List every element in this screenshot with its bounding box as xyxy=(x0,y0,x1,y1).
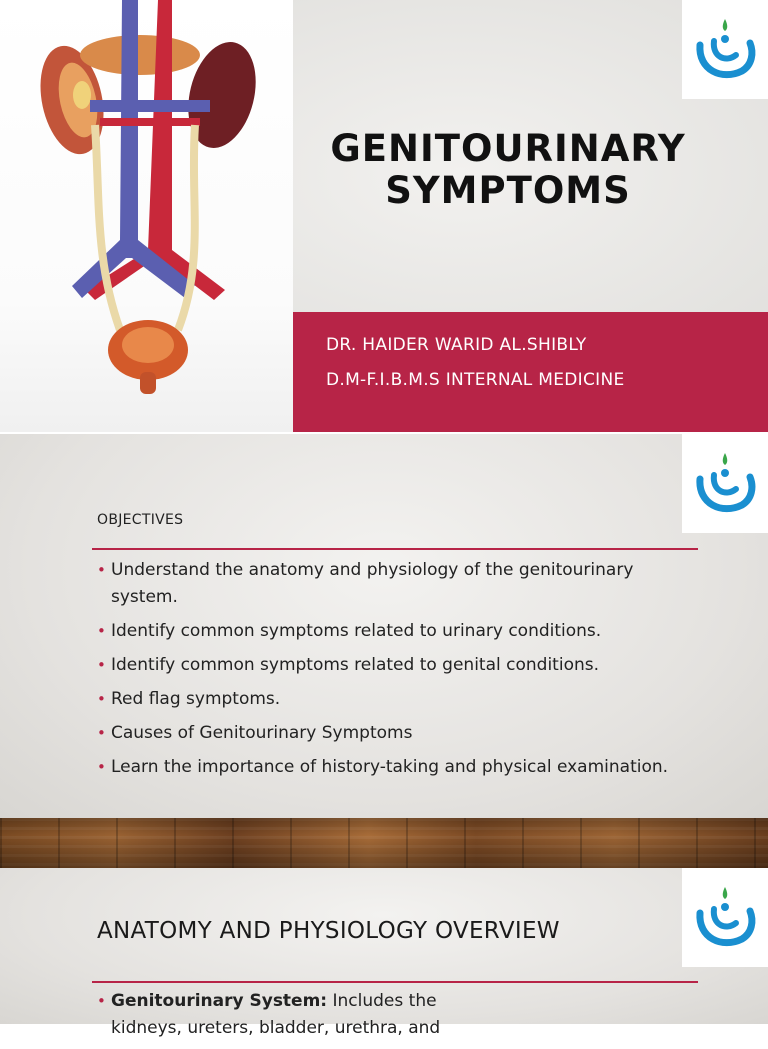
bullet-dot-icon: • xyxy=(97,690,106,708)
list-item: • Identify common symptoms related to genital conditions. xyxy=(97,652,697,679)
author-credentials: D.M-F.I.B.M.S INTERNAL MEDICINE xyxy=(326,370,625,390)
list-item: • Genitourinary System: Includes the kidneys, ureters, bladder, urethra, and xyxy=(97,988,497,1042)
university-logo xyxy=(682,0,768,99)
bullet-dot-icon: • xyxy=(97,656,106,674)
university-logo xyxy=(682,868,768,967)
university-logo-icon xyxy=(692,883,758,953)
list-item: • Learn the importance of history-taking and physical examination. xyxy=(97,754,697,781)
bullet-dot-icon: • xyxy=(97,992,106,1010)
anatomy-heading: ANATOMY AND PHYSIOLOGY OVERVIEW xyxy=(97,918,560,944)
heading-divider xyxy=(92,548,698,550)
anatomy-list xyxy=(97,988,497,1049)
university-logo-icon xyxy=(692,449,758,519)
objectives-slide xyxy=(0,434,768,818)
bullet-dot-icon: • xyxy=(97,758,106,776)
university-logo-icon xyxy=(692,15,758,85)
title-slide xyxy=(0,0,768,432)
presentation-title xyxy=(310,128,706,212)
heading-divider xyxy=(92,981,698,983)
urinary-system-model-image xyxy=(0,0,293,432)
title-line-2: SYMPTOMS xyxy=(385,169,631,212)
list-item: • Identify common symptoms related to urinary conditions. xyxy=(97,618,697,645)
objectives-list xyxy=(97,557,697,788)
wood-floor-decoration xyxy=(0,818,768,868)
objectives-heading: OBJECTIVES xyxy=(97,512,184,528)
author-name: DR. HAIDER WARID AL.SHIBLY xyxy=(326,335,587,355)
university-logo xyxy=(682,434,768,533)
author-band xyxy=(293,312,768,432)
bullet-dot-icon: • xyxy=(97,622,106,640)
list-item: • Understand the anatomy and physiology of the genitourinary system. xyxy=(97,557,697,611)
title-line-1: GENITOURINARY xyxy=(330,127,686,170)
anatomy-slide xyxy=(0,868,768,1038)
bullet-dot-icon: • xyxy=(97,724,106,742)
bullet-dot-icon: • xyxy=(97,561,106,579)
list-item: • Causes of Genitourinary Symptoms xyxy=(97,720,697,747)
list-item: • Red flag symptoms. xyxy=(97,686,697,713)
urinary-system-illustration xyxy=(0,0,293,432)
